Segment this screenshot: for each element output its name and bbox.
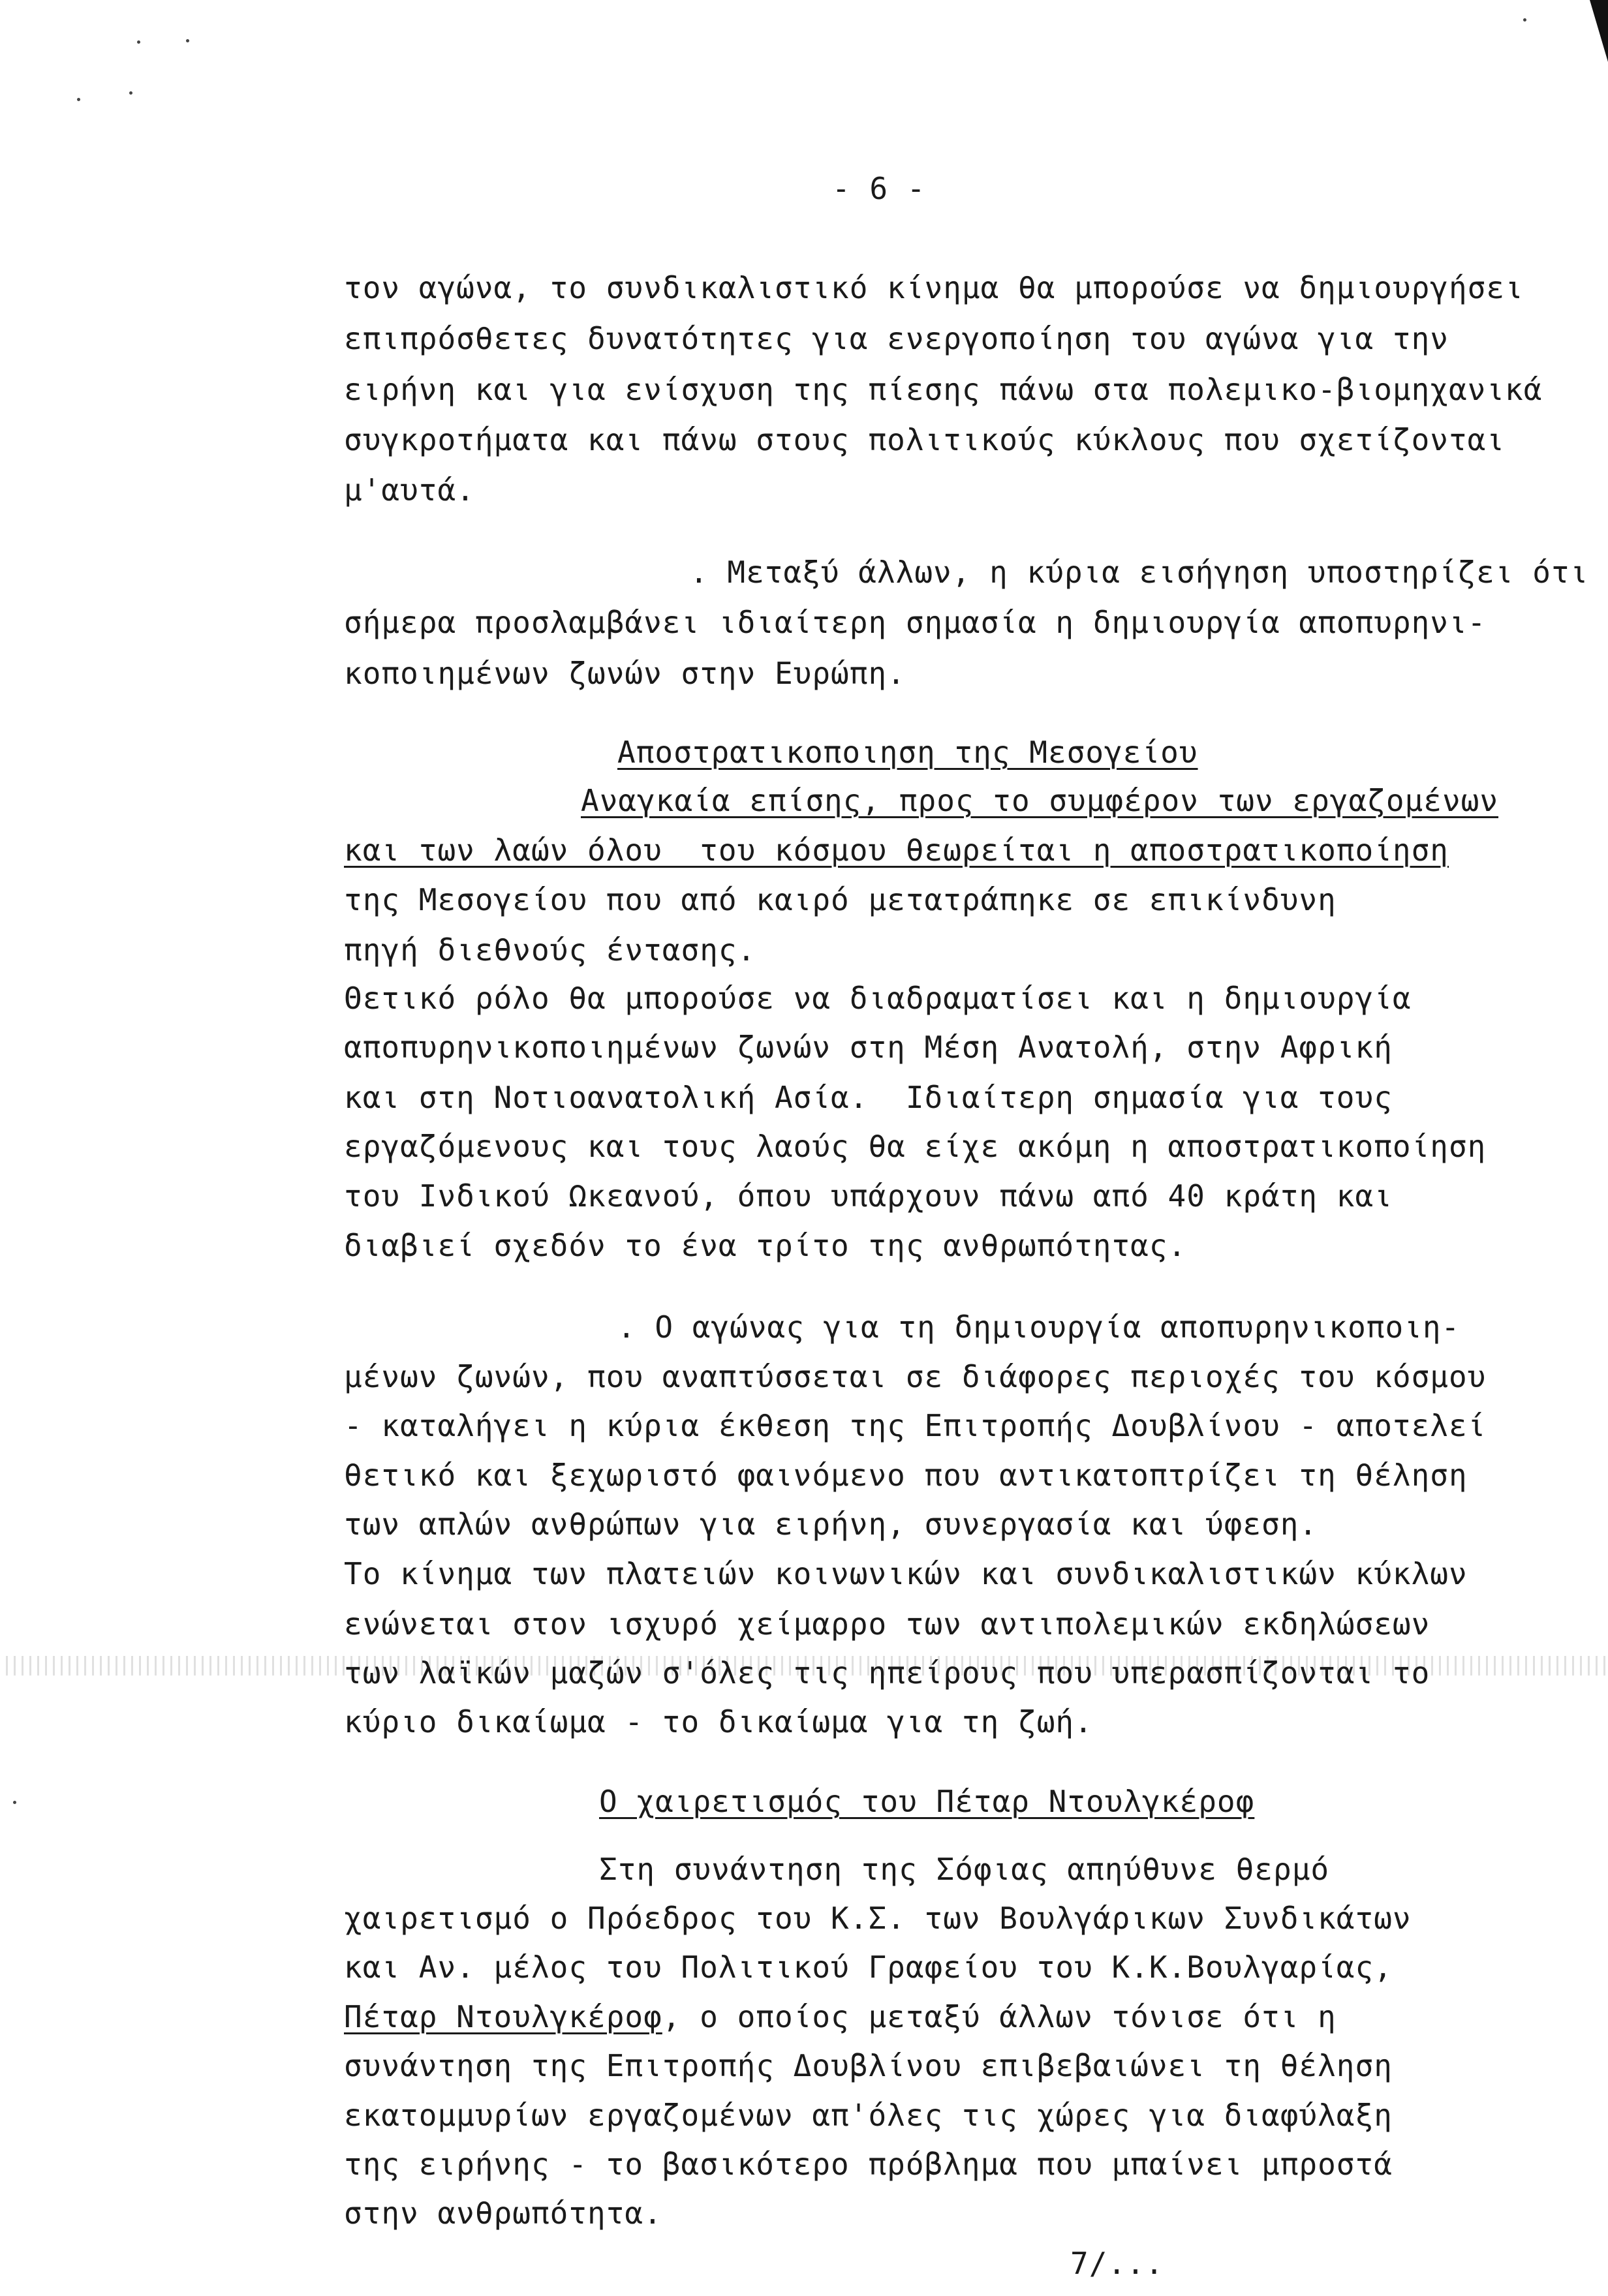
text-line-underlined: Αναγκαία επίσης, προς το συμφέρον των εργαζομένων bbox=[581, 783, 1499, 818]
text-line: του Ινδικού Ωκεανού, όπου υπάρχουν πάνω από 40 κράτη και bbox=[344, 1178, 1393, 1214]
scan-speck bbox=[1523, 18, 1526, 22]
text-line: συγκροτήματα και πάνω στους πολιτικούς κύκλους που σχετίζονται bbox=[344, 422, 1506, 457]
text-line: χαιρετισμό ο Πρόεδρος του Κ.Σ. των Βουλγάρικων Συνδικάτων bbox=[344, 1901, 1412, 1936]
text-line: κοποιημένων ζωνών στην Ευρώπη. bbox=[344, 656, 906, 691]
text-line: της Μεσογείου που από καιρό μετατράπηκε σε επικίνδυνη bbox=[344, 882, 1337, 917]
text-line: ειρήνη και για ενίσχυση της πίεσης πάνω στα πολεμικο-βιομηχανικά bbox=[344, 372, 1543, 407]
text-line: εργαζόμενους και τους λαούς θα είχε ακόμη η αποστρατικοποίηση bbox=[344, 1129, 1487, 1164]
text-line: ενώνεται στον ισχυρό χείμαρρο των αντιπολεμικών εκδηλώσεων bbox=[344, 1606, 1430, 1642]
text-line: επιπρόσθετες δυνατότητες για ενεργοποίηση του αγώνα για την bbox=[344, 321, 1449, 356]
scan-corner-mark bbox=[1590, 0, 1608, 62]
text-line: αποπυρηνικοποιημένων ζωνών στη Μέση Ανατολή, στην Αφρική bbox=[344, 1030, 1393, 1065]
text-line-with-name bbox=[344, 1998, 1337, 2036]
scan-speck bbox=[137, 40, 140, 44]
text-line: μ'αυτά. bbox=[344, 472, 475, 508]
text-line: Το κίνημα των πλατειών κοινωνικών και συνδικαλιστικών κύκλων bbox=[344, 1556, 1468, 1591]
text-line: Στη συνάντηση της Σόφιας απηύθυνε θερμό bbox=[599, 1852, 1330, 1887]
text-line: σήμερα προσλαμβάνει ιδιαίτερη σημασία η δημιουργία αποπυρηνι- bbox=[344, 605, 1487, 640]
text-line: τον αγώνα, το συνδικαλιστικό κίνημα θα μπορούσε να δημιουργήσει bbox=[344, 270, 1524, 305]
text-line: στην ανθρωπότητα. bbox=[344, 2196, 662, 2231]
text-line: της ειρήνης - το βασικότερο πρόβλημα που μπαίνει μπροστά bbox=[344, 2147, 1393, 2182]
text-line: πηγή διεθνούς έντασης. bbox=[344, 932, 756, 968]
text-line: διαβιεί σχεδόν το ένα τρίτο της ανθρωπότητας. bbox=[344, 1228, 1187, 1263]
text-line: μένων ζωνών, που αναπτύσσεται σε διάφορες περιοχές του κόσμου bbox=[344, 1359, 1487, 1394]
text-line: των απλών ανθρώπων για ειρήνη, συνεργασία και ύφεση. bbox=[344, 1507, 1318, 1542]
text-fragment: , ο οποίος μεταξύ άλλων τόνισε ότι η bbox=[662, 1999, 1337, 2034]
text-line: και Αν. μέλος του Πολιτικού Γραφείου του Κ.Κ.Βουλγαρίας, bbox=[344, 1950, 1393, 1985]
scan-speck bbox=[77, 98, 80, 101]
text-line-underlined: και των λαών όλου του κόσμου θεωρείται η αποστρατικοποίηση bbox=[344, 833, 1449, 868]
text-line: . Μεταξύ άλλων, η κύρια εισήγηση υποστηρίζει ότι bbox=[690, 555, 1589, 590]
section-heading: Αποστρατικοποιηση της Μεσογείου bbox=[617, 735, 1198, 770]
text-line: των λαϊκών μαζών σ'όλες τις ηπείρους που υπερασπίζονται το bbox=[344, 1655, 1430, 1691]
person-name: Πέταρ Ντουλγκέροφ bbox=[344, 1999, 662, 2034]
page-number: - 6 - bbox=[832, 171, 926, 206]
continuation-marker: 7/... bbox=[1070, 2246, 1164, 2281]
scan-speck bbox=[129, 91, 132, 95]
text-line: θετικό και ξεχωριστό φαινόμενο που αντικατοπτρίζει τη θέληση bbox=[344, 1458, 1468, 1493]
text-line: και στη Νοτιοανατολική Ασία. Ιδιαίτερη σημασία για τους bbox=[344, 1080, 1393, 1115]
text-line: κύριο δικαίωμα - το δικαίωμα για τη ζωή. bbox=[344, 1704, 1093, 1739]
text-line: Θετικό ρόλο θα μπορούσε να διαδραματίσει και η δημιουργία bbox=[344, 981, 1412, 1016]
scan-speck bbox=[13, 1801, 16, 1804]
text-line: - καταλήγει η κύρια έκθεση της Επιτροπής Δουβλίνου - αποτελεί bbox=[344, 1408, 1487, 1443]
scan-speck bbox=[186, 39, 189, 42]
section-heading: Ο χαιρετισμός του Πέταρ Ντουλγκέροφ bbox=[599, 1784, 1255, 1819]
text-line: . Ο αγώνας για τη δημιουργία αποπυρηνικοποιη- bbox=[617, 1309, 1461, 1345]
text-line: συνάντηση της Επιτροπής Δουβλίνου επιβεβαιώνει τη θέληση bbox=[344, 2048, 1393, 2083]
text-line: εκατομμυρίων εργαζομένων απ'όλες τις χώρες για διαφύλαξη bbox=[344, 2098, 1393, 2133]
